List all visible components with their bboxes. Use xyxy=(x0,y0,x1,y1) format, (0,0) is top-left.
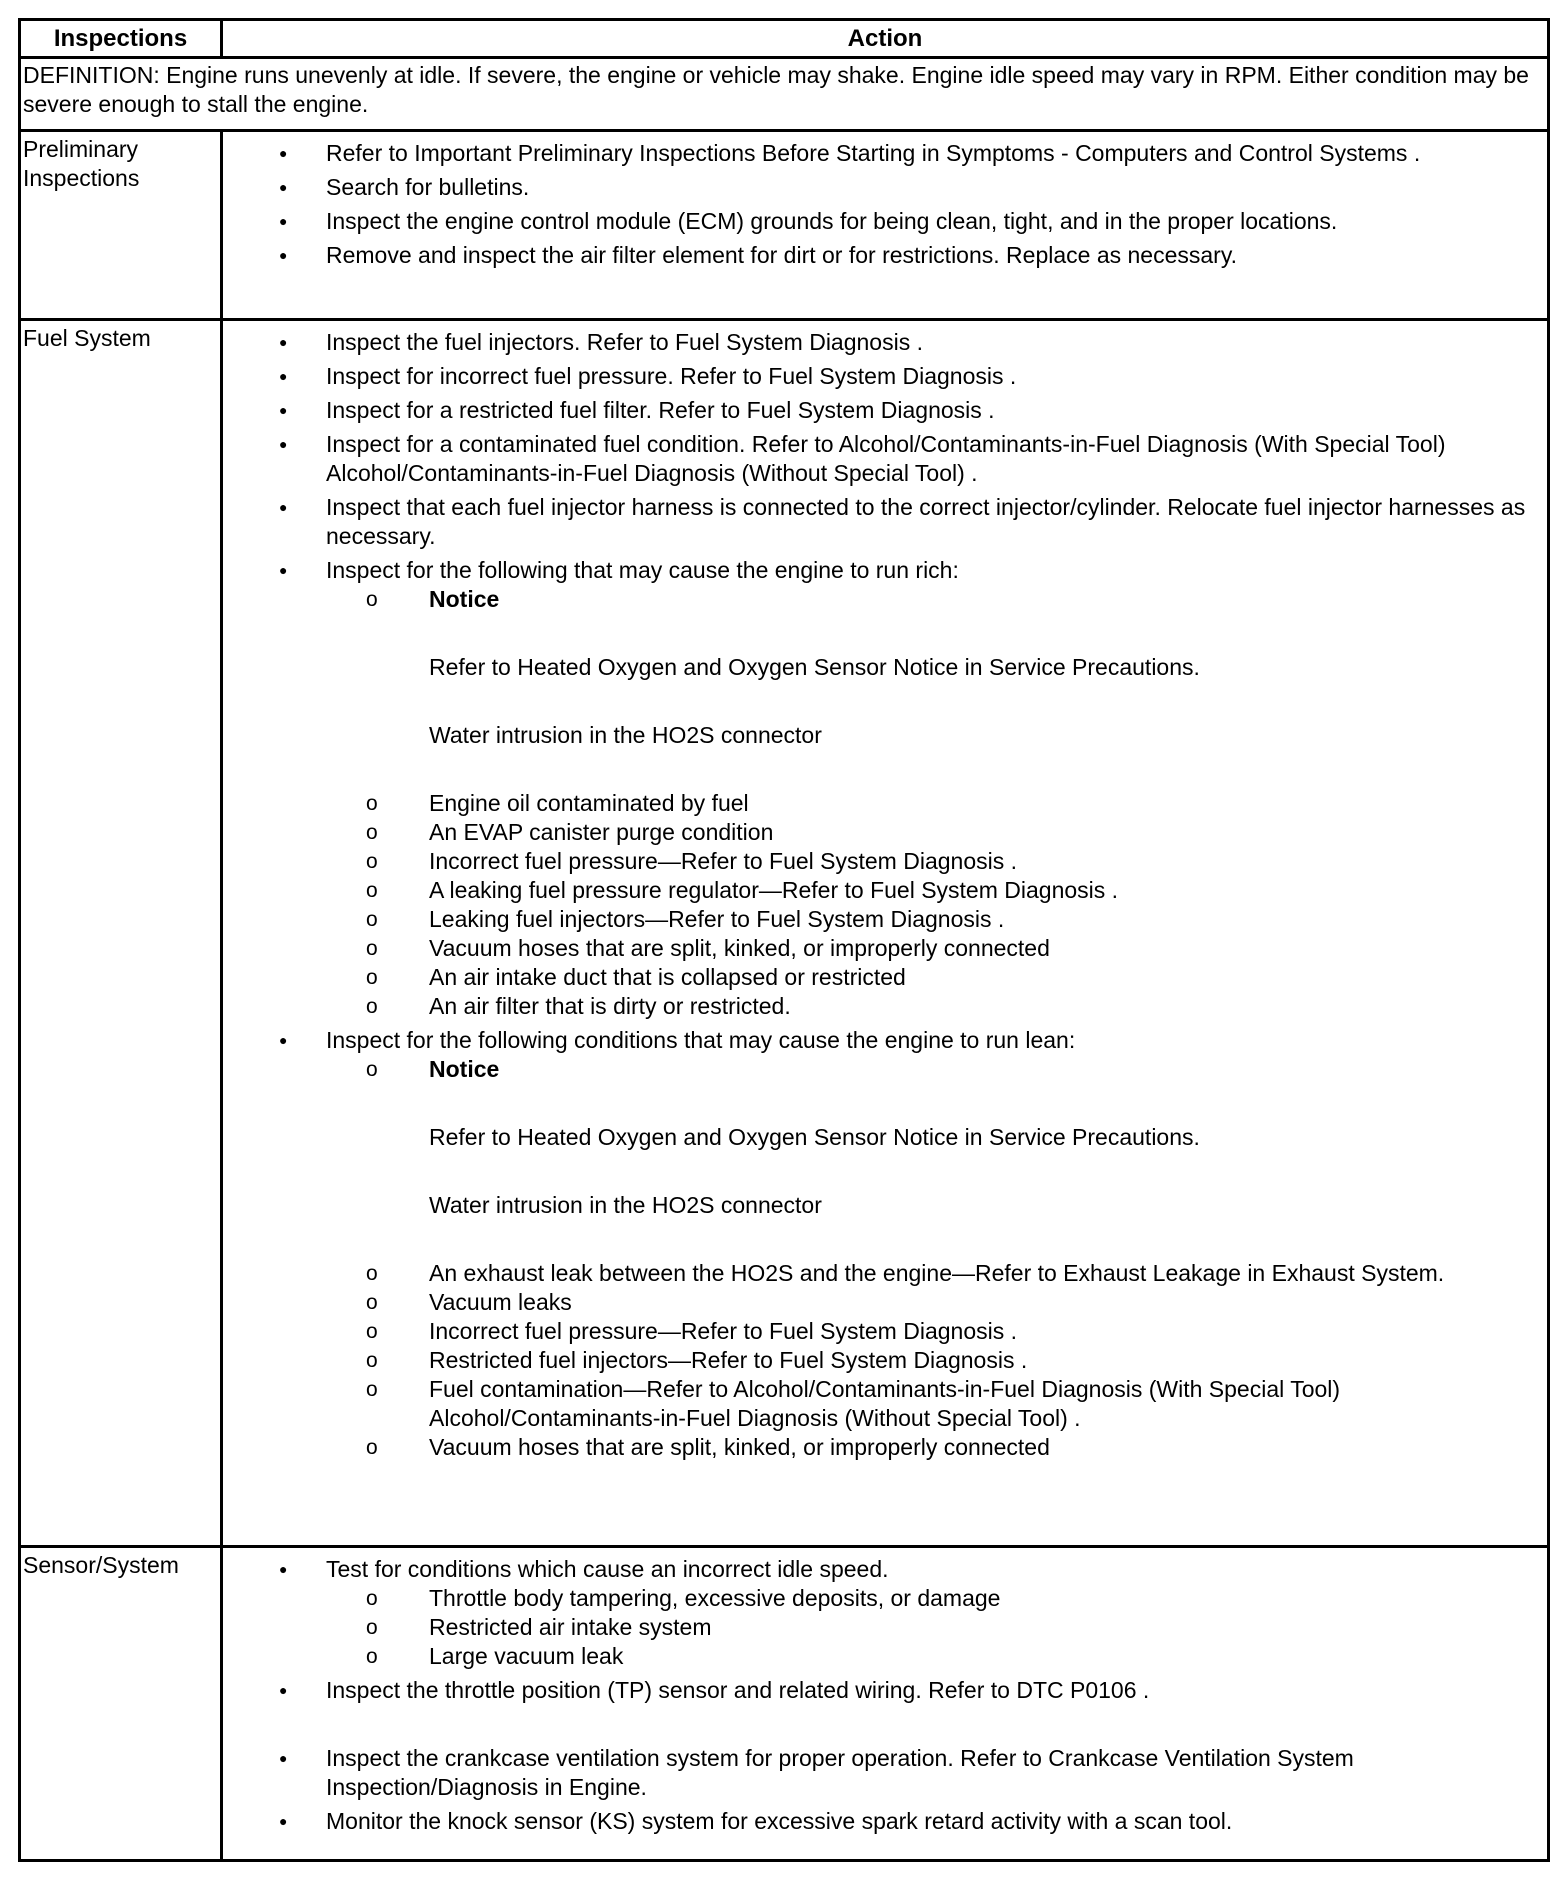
sub-item: o Throttle body tampering, excessive deposits, or damage xyxy=(362,1584,1535,1613)
list-item xyxy=(291,1026,1535,1462)
list-item: ● Inspect the throttle position (TP) sensor and related wiring. Refer to DTC P0106 . xyxy=(291,1676,1535,1705)
list-item: ● Inspect for incorrect fuel pressure. Refer to Fuel System Diagnosis . xyxy=(291,362,1535,391)
notice-sub: Water intrusion in the HO2S connector xyxy=(429,1192,822,1218)
sub-item: o Large vacuum leak xyxy=(362,1642,1535,1671)
sub-item: o An air intake duct that is collapsed or restricted xyxy=(362,963,1535,992)
list-item xyxy=(291,556,1535,1021)
list-item: ● Inspect the engine control module (ECM) grounds for being clean, tight, and in the proper locations. xyxy=(291,207,1535,236)
definition-row xyxy=(21,59,1547,129)
sub-item: o Fuel contamination—Refer to Alcohol/Contaminants-in-Fuel Diagnosis (With Special Tool) Alcohol/Contaminants-in-Fuel Diagnosis (Without Special Tool) . xyxy=(362,1375,1535,1433)
sub-item: o Vacuum leaks xyxy=(362,1288,1535,1317)
action-list xyxy=(291,328,1535,1467)
list-item: ● Monitor the knock sensor (KS) system for excessive spark retard activity with a scan tool. xyxy=(291,1807,1535,1836)
list-item: ● Inspect the fuel injectors. Refer to Fuel System Diagnosis . xyxy=(291,328,1535,357)
header-inspections: Inspections xyxy=(53,25,188,52)
list-item xyxy=(291,1555,1535,1671)
header-action: Action xyxy=(847,25,923,52)
rich-sublist xyxy=(326,585,1535,1021)
notice-title: o Notice xyxy=(429,586,500,612)
list-item: ● Inspect the crankcase ventilation system for proper operation. Refer to Crankcase Ventilation System Inspection/Diagnosis in Engine. xyxy=(291,1744,1535,1802)
sub-item: o Restricted air intake system xyxy=(362,1613,1535,1642)
notice-text: Refer to Heated Oxygen and Oxygen Sensor Notice in Service Precautions. xyxy=(429,654,1200,680)
list-item: ● Search for bulletins. xyxy=(291,173,1535,202)
sub-item: o An exhaust leak between the HO2S and the engine—Refer to Exhaust Leakage in Exhaust System. xyxy=(362,1259,1535,1288)
notice-item xyxy=(362,585,1535,750)
sub-item: o An EVAP canister purge condition xyxy=(362,818,1535,847)
sub-item: o Engine oil contaminated by fuel xyxy=(362,789,1535,818)
row-label: Sensor/System xyxy=(23,1552,179,1578)
sub-item: o Incorrect fuel pressure—Refer to Fuel System Diagnosis . xyxy=(362,1317,1535,1346)
definition-text: DEFINITION: Engine runs unevenly at idle. If severe, the engine or vehicle may shake. Engine idle speed may vary in RPM. Either condition may be severe enough to stall the engine. xyxy=(23,62,1529,117)
idle-sublist xyxy=(326,1584,1535,1671)
idle-intro: Test for conditions which cause an incorrect idle speed. xyxy=(326,1556,889,1582)
row-preliminary-inspections xyxy=(21,132,1547,318)
sub-item: o A leaking fuel pressure regulator—Refer to Fuel System Diagnosis . xyxy=(362,876,1535,905)
notice-title: o Notice xyxy=(429,1056,500,1082)
notice-text: Refer to Heated Oxygen and Oxygen Sensor Notice in Service Precautions. xyxy=(429,1124,1200,1150)
notice-sub: Water intrusion in the HO2S connector xyxy=(429,722,822,748)
sub-item: o Restricted fuel injectors—Refer to Fuel System Diagnosis . xyxy=(362,1346,1535,1375)
row-sensor-system xyxy=(21,1548,1547,1859)
sub-item: o Leaking fuel injectors—Refer to Fuel System Diagnosis . xyxy=(362,905,1535,934)
row-label: Fuel System xyxy=(23,325,151,351)
diagnostic-table xyxy=(18,18,1550,1862)
row-fuel-system xyxy=(21,321,1547,1545)
list-item: ● Inspect for a contaminated fuel condition. Refer to Alcohol/Contaminants-in-Fuel Diagnosis (With Special Tool) Alcohol/Contaminants-in-Fuel Diagnosis (Without Special Tool) . xyxy=(291,430,1535,488)
row-label: Preliminary Inspections xyxy=(23,136,140,191)
list-item: ● Inspect for a restricted fuel filter. Refer to Fuel System Diagnosis . xyxy=(291,396,1535,425)
list-item: ● Refer to Important Preliminary Inspections Before Starting in Symptoms - Computers and Control Systems . xyxy=(291,139,1535,168)
lean-intro: Inspect for the following conditions that may cause the engine to run lean: xyxy=(326,1027,1076,1053)
action-list xyxy=(291,1555,1535,1841)
sub-item: o An air filter that is dirty or restricted. xyxy=(362,992,1535,1021)
sub-item: o Incorrect fuel pressure—Refer to Fuel System Diagnosis . xyxy=(362,847,1535,876)
notice-item xyxy=(362,1055,1535,1220)
action-list xyxy=(291,139,1535,275)
sub-item: o Vacuum hoses that are split, kinked, or improperly connected xyxy=(362,1433,1535,1462)
lean-sublist xyxy=(326,1055,1535,1462)
rich-intro: Inspect for the following that may cause the engine to run rich: xyxy=(326,557,959,583)
list-item: ● Inspect that each fuel injector harness is connected to the correct injector/cylinder. Relocate fuel injector harnesses as necessary. xyxy=(291,493,1535,551)
sub-item: o Vacuum hoses that are split, kinked, or improperly connected xyxy=(362,934,1535,963)
list-item: ● Remove and inspect the air filter element for dirt or for restrictions. Replace as necessary. xyxy=(291,241,1535,270)
